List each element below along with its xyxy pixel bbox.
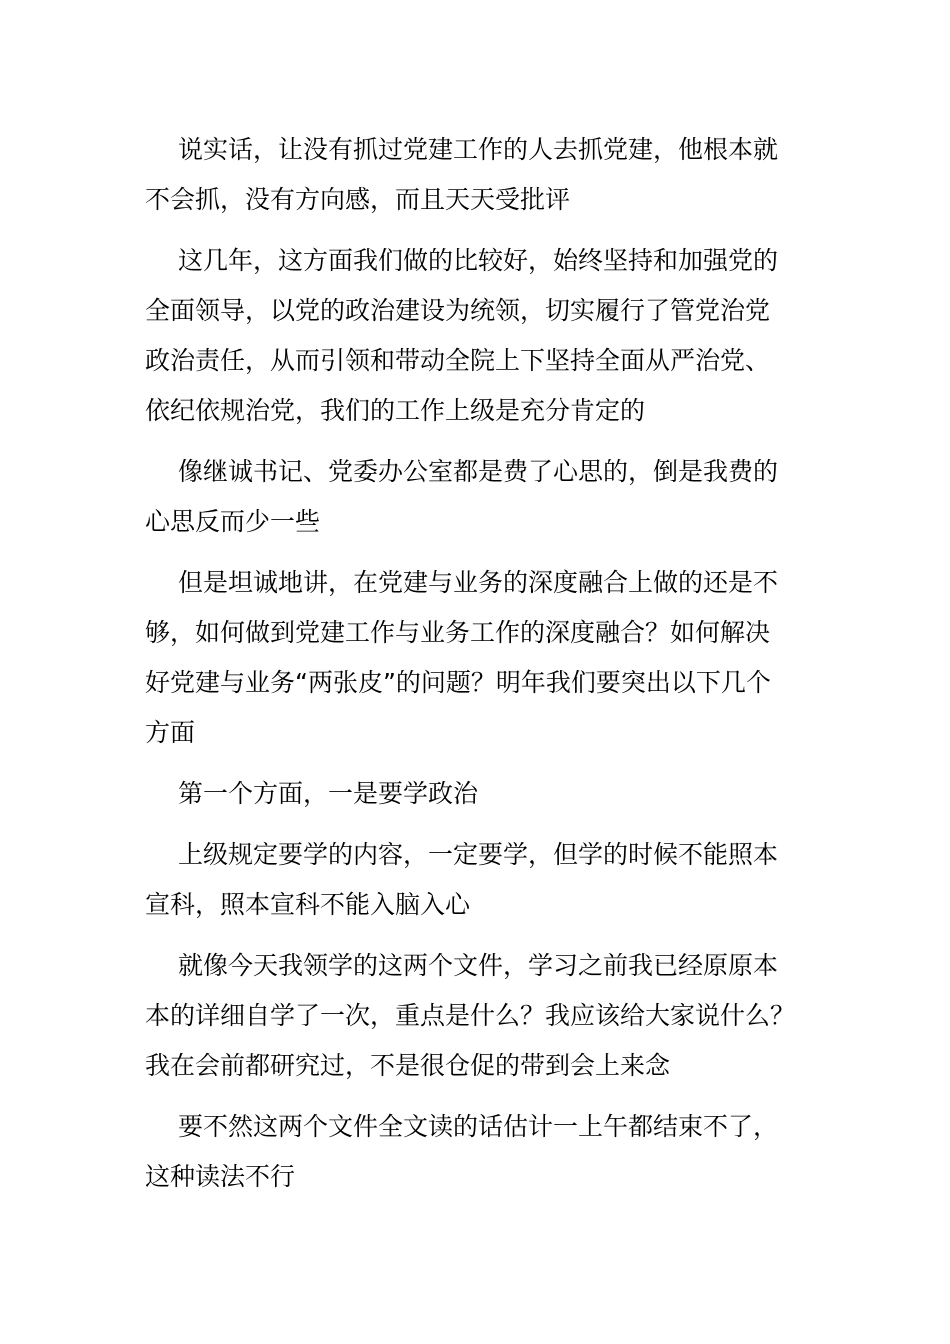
paragraph xyxy=(145,769,810,819)
document-body xyxy=(145,125,810,1213)
paragraph xyxy=(145,125,810,225)
text-line: 但是坦诚地讲，在党建与业务的深度融合上做的还是不 xyxy=(178,568,779,597)
text-line: 像继诚书记、党委办公室都是费了心思的，倒是我费的 xyxy=(178,457,779,486)
text-line: 我在会前都研究过，不是很仓促的带到会上来念 xyxy=(145,1051,671,1080)
paragraph xyxy=(145,1102,810,1202)
paragraph xyxy=(145,236,810,436)
paragraph xyxy=(145,830,810,930)
text-line: 上级规定要学的内容，一定要学，但学的时候不能照本 xyxy=(178,840,779,869)
text-line: 要不然这两个文件全文读的话估计一上午都结束不了， xyxy=(178,1112,779,1141)
text-line: 够，如何做到党建工作与业务工作的深度融合？如何解决 xyxy=(145,618,771,647)
text-line: 这种读法不行 xyxy=(145,1162,296,1191)
paragraph xyxy=(145,447,810,547)
text-line: 就像今天我领学的这两个文件，学习之前我已经原原本 xyxy=(178,951,779,980)
text-line: 本的详细自学了一次，重点是什么？我应该给大家说什么？ xyxy=(145,1001,796,1030)
text-line: 第一个方面，一是要学政治 xyxy=(178,779,479,808)
text-line: 说实话，让没有抓过党建工作的人去抓党建，他根本就 xyxy=(178,135,779,164)
text-line: 心思反而少一些 xyxy=(145,507,321,536)
text-line: 宣科，照本宣科不能入脑入心 xyxy=(145,890,471,919)
text-line: 全面领导，以党的政治建设为统领，切实履行了管党治党 xyxy=(145,296,771,325)
text-line: 依纪依规治党，我们的工作上级是充分肯定的 xyxy=(145,396,646,425)
text-line: 方面 xyxy=(145,718,196,747)
text-line: 好党建与业务“两张皮”的问题？明年我们要突出以下几个 xyxy=(145,668,771,697)
text-line: 政治责任，从而引领和带动全院上下坚持全面从严治党、 xyxy=(145,346,771,375)
paragraph xyxy=(145,558,810,758)
paragraph xyxy=(145,941,810,1091)
text-line: 不会抓，没有方向感，而且天天受批评 xyxy=(145,185,571,214)
text-line: 这几年，这方面我们做的比较好，始终坚持和加强党的 xyxy=(178,246,779,275)
